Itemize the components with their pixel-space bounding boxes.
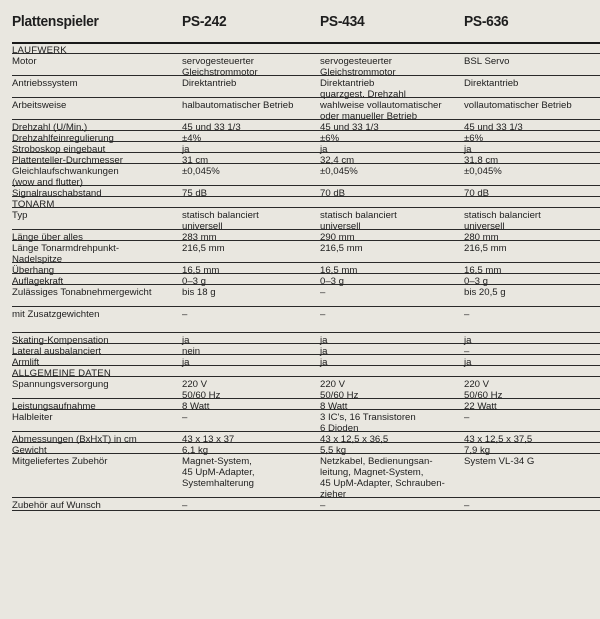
cell-model-3: statisch balanciert universell xyxy=(464,210,541,232)
cell-model-1: 31 cm xyxy=(182,155,209,166)
model-header-2: PS-434 xyxy=(320,13,365,30)
cell-model-1: – xyxy=(182,500,188,511)
cell-model-1: 75 dB xyxy=(182,188,208,199)
cell-model-3: ±6% xyxy=(464,133,484,144)
table-row xyxy=(12,76,600,98)
cell-model-1: – xyxy=(182,412,188,423)
cell-model-1: 6,1 kg xyxy=(182,445,209,456)
cell-model-1: halbautomatischer Betrieb xyxy=(182,100,294,111)
cell-model-2: ja xyxy=(320,346,328,357)
row-label: mit Zusatzgewichten xyxy=(12,309,100,320)
row-label: Skating-Kompensation xyxy=(12,335,109,346)
row-label: Überhang xyxy=(12,265,55,276)
cell-model-3: 280 mm xyxy=(464,232,499,243)
cell-model-3: ±0,045% xyxy=(464,166,502,177)
table-row xyxy=(12,344,600,355)
table-row xyxy=(12,241,600,263)
cell-model-2: wahlweise vollautomatischer oder manueller Betrieb xyxy=(320,100,442,122)
cell-model-1: ±0,045% xyxy=(182,166,220,177)
table-row xyxy=(12,153,600,164)
table-row xyxy=(12,230,600,241)
spec-sheet xyxy=(12,2,600,619)
cell-model-2: – xyxy=(320,309,326,320)
table-row xyxy=(12,454,600,498)
row-label: Plattenteller-Durchmesser xyxy=(12,155,123,166)
cell-model-1: ja xyxy=(182,335,190,346)
table-row xyxy=(12,333,600,344)
cell-model-3: – xyxy=(464,346,470,357)
row-label: Gleichlaufschwankungen (wow and flutter) xyxy=(12,166,119,188)
section-header xyxy=(12,197,600,208)
cell-model-2: 43 x 12,5 x 36,5 xyxy=(320,434,389,445)
row-label: Mitgeliefertes Zubehör xyxy=(12,456,108,467)
table-row xyxy=(12,131,600,142)
cell-model-1: Direktantrieb xyxy=(182,78,237,89)
cell-model-2: ja xyxy=(320,335,328,346)
row-label: Länge Tonarmdrehpunkt- Nadelspitze xyxy=(12,243,120,265)
row-label: Drehzahl (U/Min.) xyxy=(12,122,88,133)
cell-model-3: 0–3 g xyxy=(464,276,489,287)
cell-model-2: 45 und 33 1/3 xyxy=(320,122,379,133)
cell-model-3: 31,8 cm xyxy=(464,155,499,166)
row-label: Zubehör auf Wunsch xyxy=(12,500,101,511)
row-label: Lateral ausbalanciert xyxy=(12,346,102,357)
cell-model-1: – xyxy=(182,309,188,320)
row-label: Antriebssystem xyxy=(12,78,78,89)
cell-model-1: ja xyxy=(182,144,190,155)
cell-model-3: 43 x 12,5 x 37,5 xyxy=(464,434,533,445)
table-row xyxy=(12,432,600,443)
cell-model-1: servogesteuerter Gleichstrommotor xyxy=(182,56,258,78)
table-title: Plattenspieler xyxy=(12,13,99,30)
row-label: Armlift xyxy=(12,357,40,368)
cell-model-2: 70 dB xyxy=(320,188,346,199)
cell-model-1: ±4% xyxy=(182,133,202,144)
table-row xyxy=(12,142,600,153)
table-row xyxy=(12,186,600,197)
cell-model-2: 0–3 g xyxy=(320,276,345,287)
cell-model-3: 7,9 kg xyxy=(464,445,491,456)
cell-model-2: ja xyxy=(320,357,328,368)
cell-model-3: ja xyxy=(464,144,472,155)
table-row xyxy=(12,399,600,410)
table-row xyxy=(12,54,600,76)
row-label: Abmessungen (BxHxT) in cm xyxy=(12,434,137,445)
row-label: Arbeitsweise xyxy=(12,100,67,111)
row-label: Motor xyxy=(12,56,37,67)
row-label: Typ xyxy=(12,210,28,221)
cell-model-1: 216,5 mm xyxy=(182,243,225,254)
table-row xyxy=(12,98,600,120)
cell-model-1: 8 Watt xyxy=(182,401,210,412)
cell-model-2: Direktantrieb quarzgest. Drehzahl xyxy=(320,78,406,100)
cell-model-2: 290 mm xyxy=(320,232,355,243)
section-label: LAUFWERK xyxy=(12,45,67,56)
table-row xyxy=(12,498,600,511)
table-row xyxy=(12,285,600,307)
cell-model-3: – xyxy=(464,309,470,320)
cell-model-1: 16,5 mm xyxy=(182,265,220,276)
cell-model-2: servogesteuerter Gleichstrommotor xyxy=(320,56,396,78)
table-row xyxy=(12,307,600,333)
cell-model-3: – xyxy=(464,412,470,423)
cell-model-1: 45 und 33 1/3 xyxy=(182,122,241,133)
table-row xyxy=(12,208,600,230)
section-label: ALLGEMEINE DATEN xyxy=(12,368,111,379)
section-header xyxy=(12,43,600,54)
cell-model-2: 216,5 mm xyxy=(320,243,363,254)
table-row xyxy=(12,443,600,454)
table-row xyxy=(12,263,600,274)
model-header-3: PS-636 xyxy=(464,13,509,30)
cell-model-1: bis 18 g xyxy=(182,287,216,298)
cell-model-3: System VL-34 G xyxy=(464,456,535,467)
row-label: Zulässiges Tonabnehmergewicht xyxy=(12,287,152,298)
cell-model-3: ja xyxy=(464,357,472,368)
cell-model-2: statisch balanciert universell xyxy=(320,210,397,232)
model-header-1: PS-242 xyxy=(182,13,227,30)
cell-model-3: 45 und 33 1/3 xyxy=(464,122,523,133)
cell-model-3: 22 Watt xyxy=(464,401,497,412)
cell-model-3: ja xyxy=(464,335,472,346)
cell-model-2: Netzkabel, Bedienungsan- leitung, Magnet-System, 45 UpM-Adapter, Schrauben- zieher xyxy=(320,456,445,500)
table-row xyxy=(12,377,600,399)
table-row xyxy=(12,164,600,186)
row-label: Auflagekraft xyxy=(12,276,64,287)
cell-model-2: 8 Watt xyxy=(320,401,348,412)
row-label: Gewicht xyxy=(12,445,47,456)
cell-model-3: 216,5 mm xyxy=(464,243,507,254)
cell-model-3: 220 V 50/60 Hz xyxy=(464,379,503,401)
cell-model-3: Direktantrieb xyxy=(464,78,519,89)
cell-model-1: 43 x 13 x 37 xyxy=(182,434,235,445)
cell-model-2: 32,4 cm xyxy=(320,155,355,166)
row-label: Signalrauschabstand xyxy=(12,188,102,199)
section-header xyxy=(12,366,600,377)
cell-model-1: 283 mm xyxy=(182,232,217,243)
cell-model-2: ±6% xyxy=(320,133,340,144)
row-label: Länge über alles xyxy=(12,232,83,243)
cell-model-1: statisch balanciert universell xyxy=(182,210,259,232)
cell-model-3: vollautomatischer Betrieb xyxy=(464,100,572,111)
cell-model-2: 3 IC's, 16 Transistoren 6 Dioden xyxy=(320,412,416,434)
cell-model-2: 5,5 kg xyxy=(320,445,347,456)
cell-model-2: 220 V 50/60 Hz xyxy=(320,379,359,401)
cell-model-1: Magnet-System, 45 UpM-Adapter, Systemhalterung xyxy=(182,456,255,489)
table-row xyxy=(12,355,600,366)
cell-model-2: ±0,045% xyxy=(320,166,358,177)
table-row xyxy=(12,120,600,131)
table-row xyxy=(12,274,600,285)
section-label: TONARM xyxy=(12,199,55,210)
row-label: Leistungsaufnahme xyxy=(12,401,96,412)
table-row xyxy=(12,410,600,432)
cell-model-2: – xyxy=(320,287,326,298)
cell-model-3: bis 20,5 g xyxy=(464,287,506,298)
cell-model-3: 16,5 mm xyxy=(464,265,502,276)
cell-model-2: ja xyxy=(320,144,328,155)
cell-model-2: 16,5 mm xyxy=(320,265,358,276)
cell-model-1: ja xyxy=(182,357,190,368)
cell-model-1: 0–3 g xyxy=(182,276,207,287)
cell-model-2: – xyxy=(320,500,326,511)
cell-model-3: BSL Servo xyxy=(464,56,510,67)
row-label: Spannungsversorgung xyxy=(12,379,109,390)
cell-model-1: 220 V 50/60 Hz xyxy=(182,379,221,401)
row-label: Stroboskop eingebaut xyxy=(12,144,106,155)
cell-model-3: 70 dB xyxy=(464,188,490,199)
row-label: Drehzahlfeinregulierung xyxy=(12,133,114,144)
row-label: Halbleiter xyxy=(12,412,53,423)
cell-model-3: – xyxy=(464,500,470,511)
cell-model-1: nein xyxy=(182,346,201,357)
